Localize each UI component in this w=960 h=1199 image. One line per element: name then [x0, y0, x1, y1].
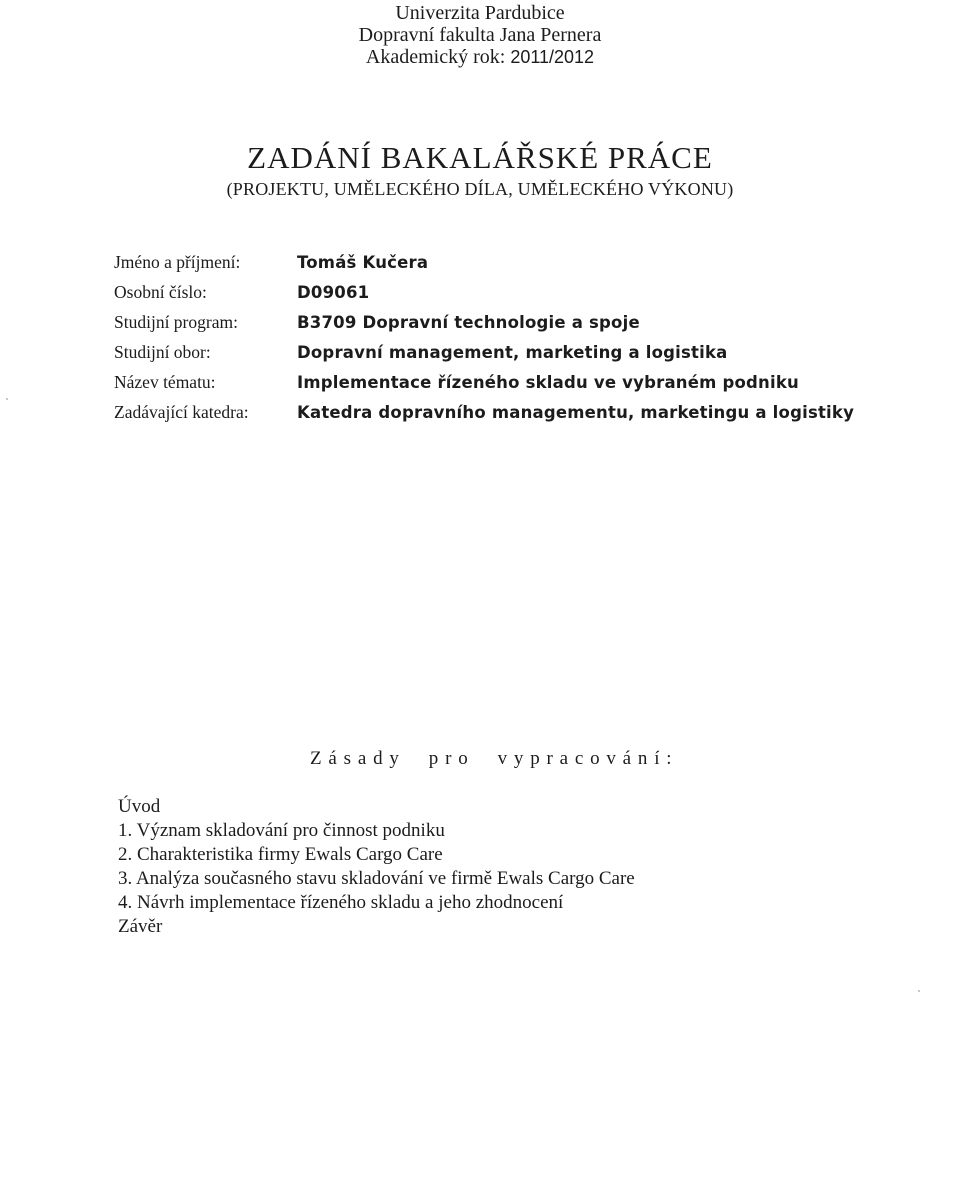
info-label: Jméno a příjmení:	[114, 252, 241, 272]
university-name: Univerzita Pardubice	[395, 2, 565, 24]
info-row-name	[114, 252, 854, 282]
document-header	[0, 2, 960, 68]
document-title: ZADÁNÍ BAKALÁŘSKÉ PRÁCE	[247, 140, 713, 175]
info-row-study-program	[114, 312, 854, 342]
scan-speck	[6, 398, 8, 400]
info-value: D09061	[297, 283, 370, 302]
info-row-department	[114, 402, 854, 432]
faculty-name: Dopravní fakulta Jana Pernera	[358, 24, 602, 46]
scan-speck	[918, 990, 920, 992]
info-row-topic	[114, 372, 854, 402]
info-value: Dopravní management, marketing a logistika	[297, 343, 728, 362]
academic-year-label: Akademický rok:	[365, 46, 506, 68]
outline-item: 4. Návrh implementace řízeného skladu a jeho zhodnocení	[118, 892, 564, 913]
info-label: Název tématu:	[114, 372, 216, 392]
info-value: Implementace řízeného skladu ve vybraném podniku	[297, 373, 799, 392]
thesis-outline	[118, 795, 635, 939]
info-row-personal-number	[114, 282, 854, 312]
outline-item: Úvod	[118, 796, 161, 817]
academic-year-value: 2011/2012	[510, 47, 595, 67]
student-info-table	[114, 252, 854, 432]
info-label: Osobní číslo:	[114, 282, 207, 302]
outline-item: 2. Charakteristika firmy Ewals Cargo Care	[118, 844, 443, 865]
outline-item: 3. Analýza současného stavu skladování ve firmě Ewals Cargo Care	[118, 868, 635, 889]
outline-item: 1. Význam skladování pro činnost podniku	[118, 820, 445, 841]
info-label: Studijní program:	[114, 312, 238, 332]
outline-item: Závěr	[118, 916, 163, 937]
info-label: Zadávající katedra:	[114, 402, 249, 422]
document-subtitle: (PROJEKTU, UMĚLECKÉHO DÍLA, UMĚLECKÉHO VÝKONU)	[226, 179, 734, 199]
info-value: Katedra dopravního managementu, marketingu a logistiky	[297, 403, 855, 422]
principles-heading: Zásady pro vypracování:	[310, 748, 679, 769]
info-label: Studijní obor:	[114, 342, 211, 362]
academic-year	[0, 46, 960, 68]
info-value: B3709 Dopravní technologie a spoje	[297, 313, 640, 332]
info-row-study-field	[114, 342, 854, 372]
info-value: Tomáš Kučera	[297, 253, 429, 272]
